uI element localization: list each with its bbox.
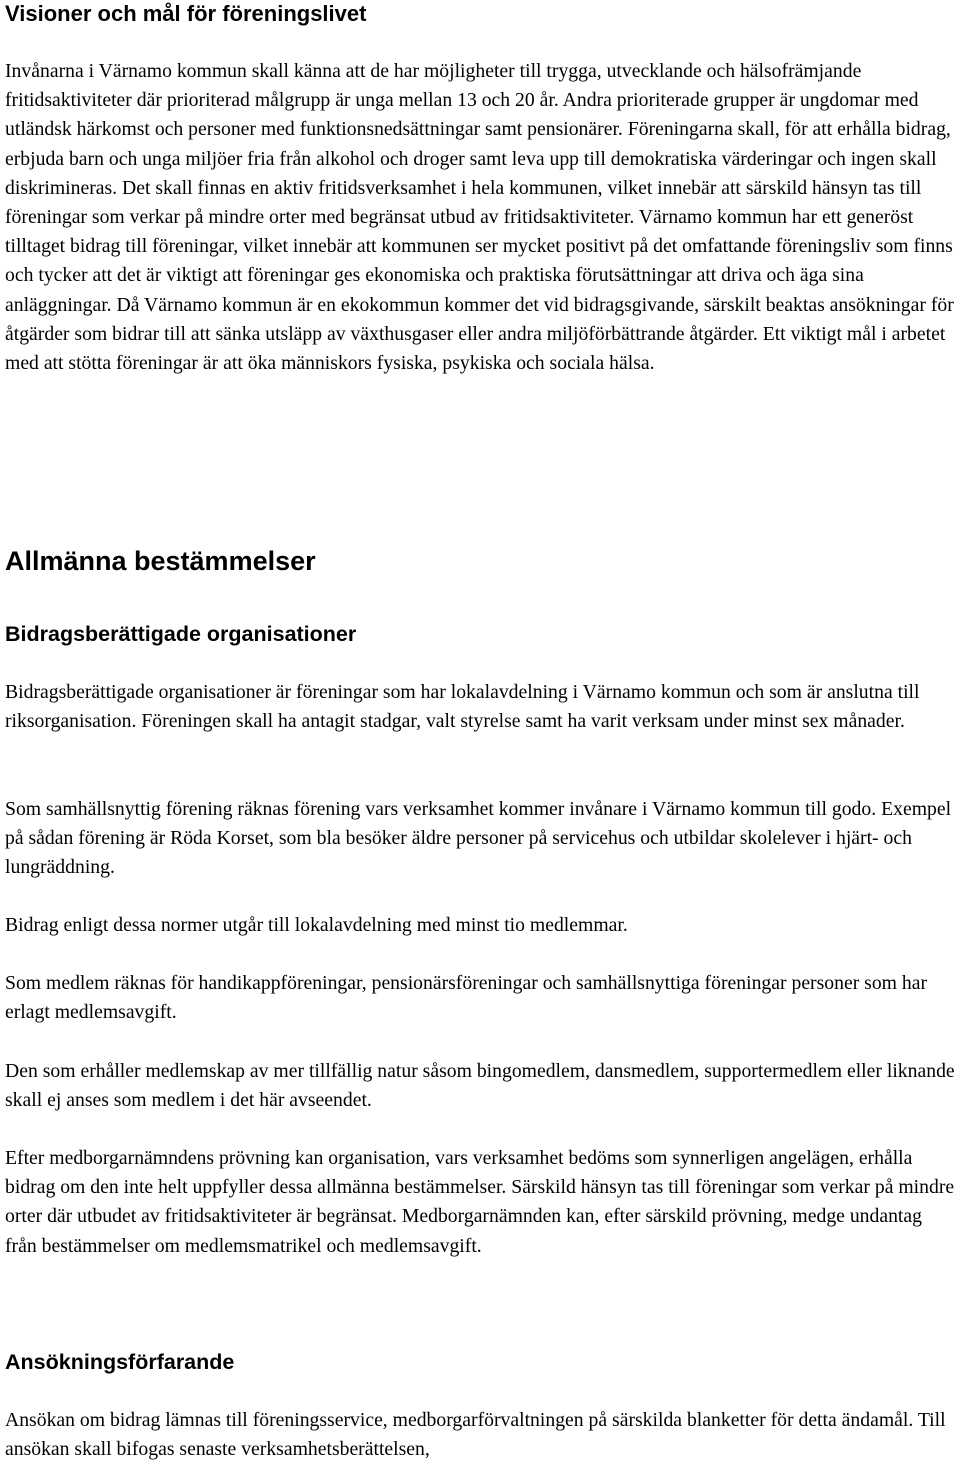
subsection-heading-eligible-organisations: Bidragsberättigade organisationer bbox=[5, 622, 357, 646]
intro-paragraph: Invånarna i Värnamo kommun skall känna att de har möjligheter till trygga, utvecklande och hälsofrämjande fritidsaktiviteter där prioriterad målgrupp är unga mellan 13 och 20 år. Andra prioriterade grupper är ungdomar med utländsk härkomst och personer med funktionsnedsättningar samt pensionärer. Föreningarna skall, för att erhålla bidrag, erbjuda barn och unga miljöer fria från alkohol och droger samt leva upp till demokratiska värderingar och ingen skall diskrimineras. Det skall finnas en aktiv fritidsverksamhet i hela kommunen, vilket innebär att särskild hänsyn tas till föreningar som verkar på mindre orter med begränsat utbud av fritidsaktiviteter. Värnamo kommun har ett generöst tilltaget bidrag till föreningar, vilket innebär att kommunen ser mycket positivt på det omfattande föreningsliv som finns och tycker att det är viktigt att föreningar ges ekonomiska och praktiska förutsättningar att driva och äga sina anläggningar. Då Värnamo kommun är en ekokommun kommer det vid bidragsgivande, särskilt beaktas ansökningar för åtgärder som bidrar till att sänka utsläpp av växthusgaser eller andra miljöförbättrande åtgärder. Ett viktigt mål i arbetet med att stötta föreningar är att öka människors fysiska, psykiska och sociala hälsa. bbox=[5, 60, 954, 375]
paragraph-exceptions: Efter medborgarnämndens prövning kan organisation, vars verksamhet bedöms som synnerligen angelägen, erhålla bidrag om den inte helt uppfyller dessa allmänna bestämmelser. Särskild hänsyn tas till föreningar som verkar på mindre orter där utbudet av fritidsaktiviteter är begränsat. Medborgarnämnden kan, efter särskild prövning, medge undantag från bestämmelser om medlemsmatrikel och medlemsavgift. bbox=[5, 1147, 955, 1257]
paragraph-minimum-members: Bidrag enligt dessa normer utgår till lokalavdelning med minst tio medlemmar. bbox=[5, 914, 628, 936]
page-title: Visioner och mål för föreningslivet bbox=[5, 1, 367, 26]
section-heading: Allmänna bestämmelser bbox=[5, 546, 316, 576]
paragraph-public-benefit: Som samhällsnyttig förening räknas förening vars verksamhet kommer invånare i Värnamo kommun till godo. Exempel på sådan förening är Röda Korset, som bla besöker äldre personer på servicehus och utbildar skolelever i hjärt- och lungräddning. bbox=[5, 798, 952, 879]
paragraph-application: Ansökan om bidrag lämnas till föreningsservice, medborgarförvaltningen på särskilda blanketter för detta ändamål. Till ansökan skall bifogas senaste verksamhetsberättelsen, bbox=[5, 1409, 946, 1461]
paragraph-eligibility: Bidragsberättigade organisationer är föreningar som har lokalavdelning i Värnamo kommun och som är anslutna till riksorganisation. Föreningen skall ha antagit stadgar, valt styrelse samt ha varit verksam under minst sex månader. bbox=[5, 681, 920, 733]
paragraph-temporary-members: Den som erhåller medlemskap av mer tillfällig natur såsom bingomedlem, dansmedlem, supportermedlem eller liknande skall ej anses som medlem i det här avseendet. bbox=[5, 1060, 955, 1112]
subsection-heading-application: Ansökningsförfarande bbox=[5, 1350, 235, 1374]
paragraph-member-definition: Som medlem räknas för handikappföreningar, pensionärsföreningar och samhällsnyttiga föreningar personer som har erlagt medlemsavgift. bbox=[5, 972, 928, 1024]
